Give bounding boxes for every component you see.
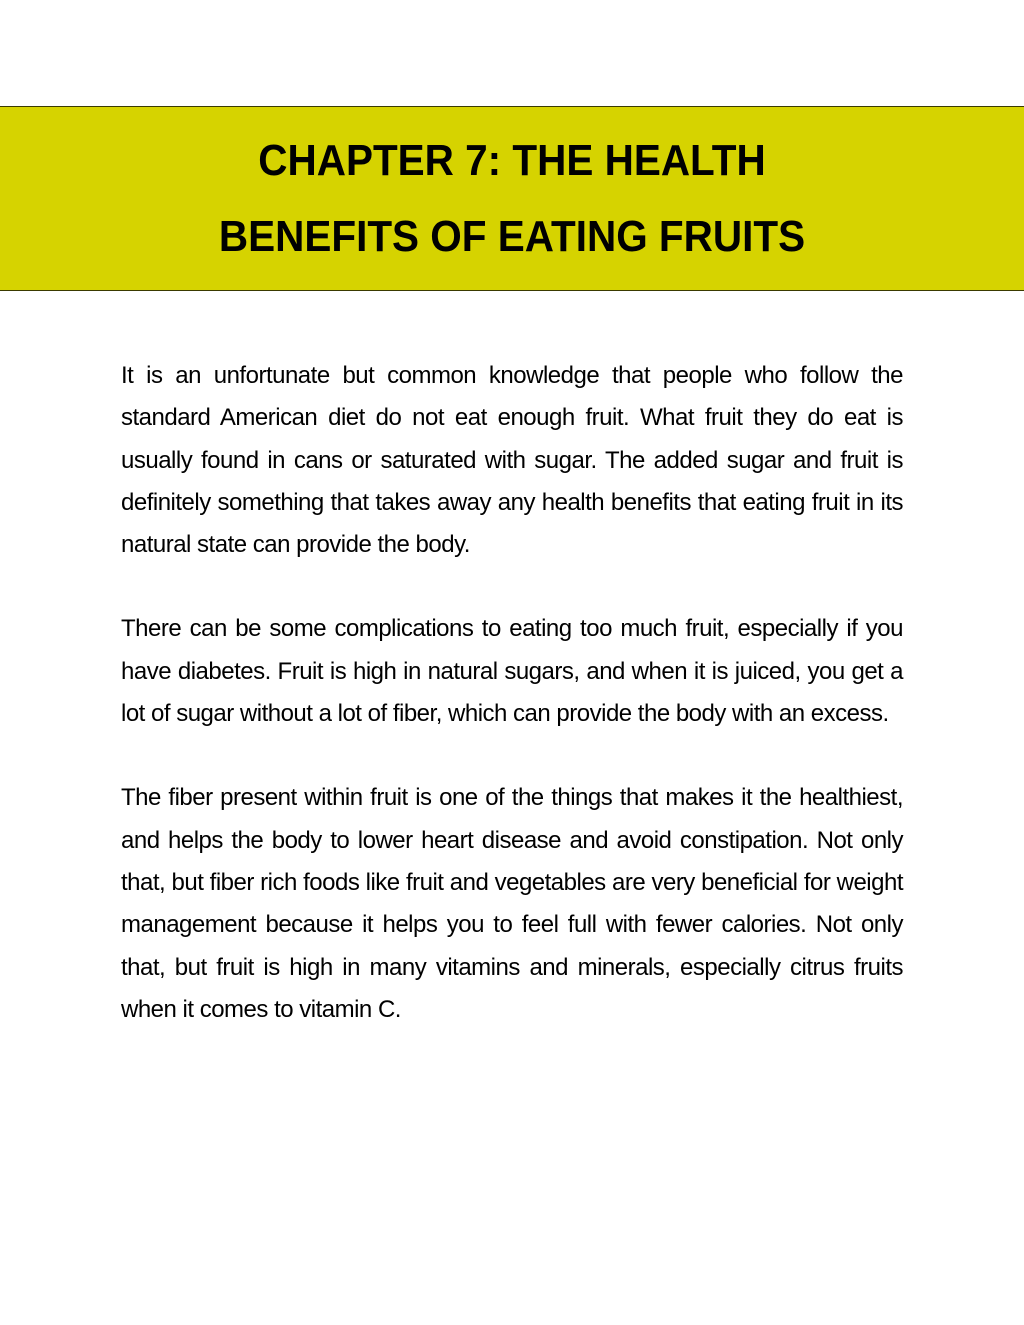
paragraph-2: There can be some complications to eating too much fruit, especially if you have diabetes. Fruit is high in natural sugars, and when it is juiced, you get a lot of sugar without a lot of fiber, which can provide the body with an excess. [121,615,903,728]
chapter-title [162,123,861,275]
chapter-banner [0,106,1024,291]
chapter-body [121,355,903,1073]
chapter-title-line-2: BENEFITS OF EATING FRUITS [218,211,806,261]
paragraph-3: The fiber present within fruit is one of the things that makes it the healthiest, and helps the body to lower heart disease and avoid constipation. Not only that, but fiber rich foods like fruit and vegetables are very beneficial for weight management because it helps you to feel full with fewer calories. Not only that, but fruit is high in many vitamins and minerals, especially citrus fruits when it comes to vitamin C. [121,784,903,1023]
paragraph-1: It is an unfortunate but common knowledge that people who follow the standard American diet do not eat enough fruit. What fruit they do eat is usually found in cans or saturated with sugar. The added sugar and fruit is definitely something that takes away any health benefits that eating fruit in its natural state can provide the body. [121,362,903,559]
chapter-title-line-1: CHAPTER 7: THE HEALTH [258,135,766,185]
